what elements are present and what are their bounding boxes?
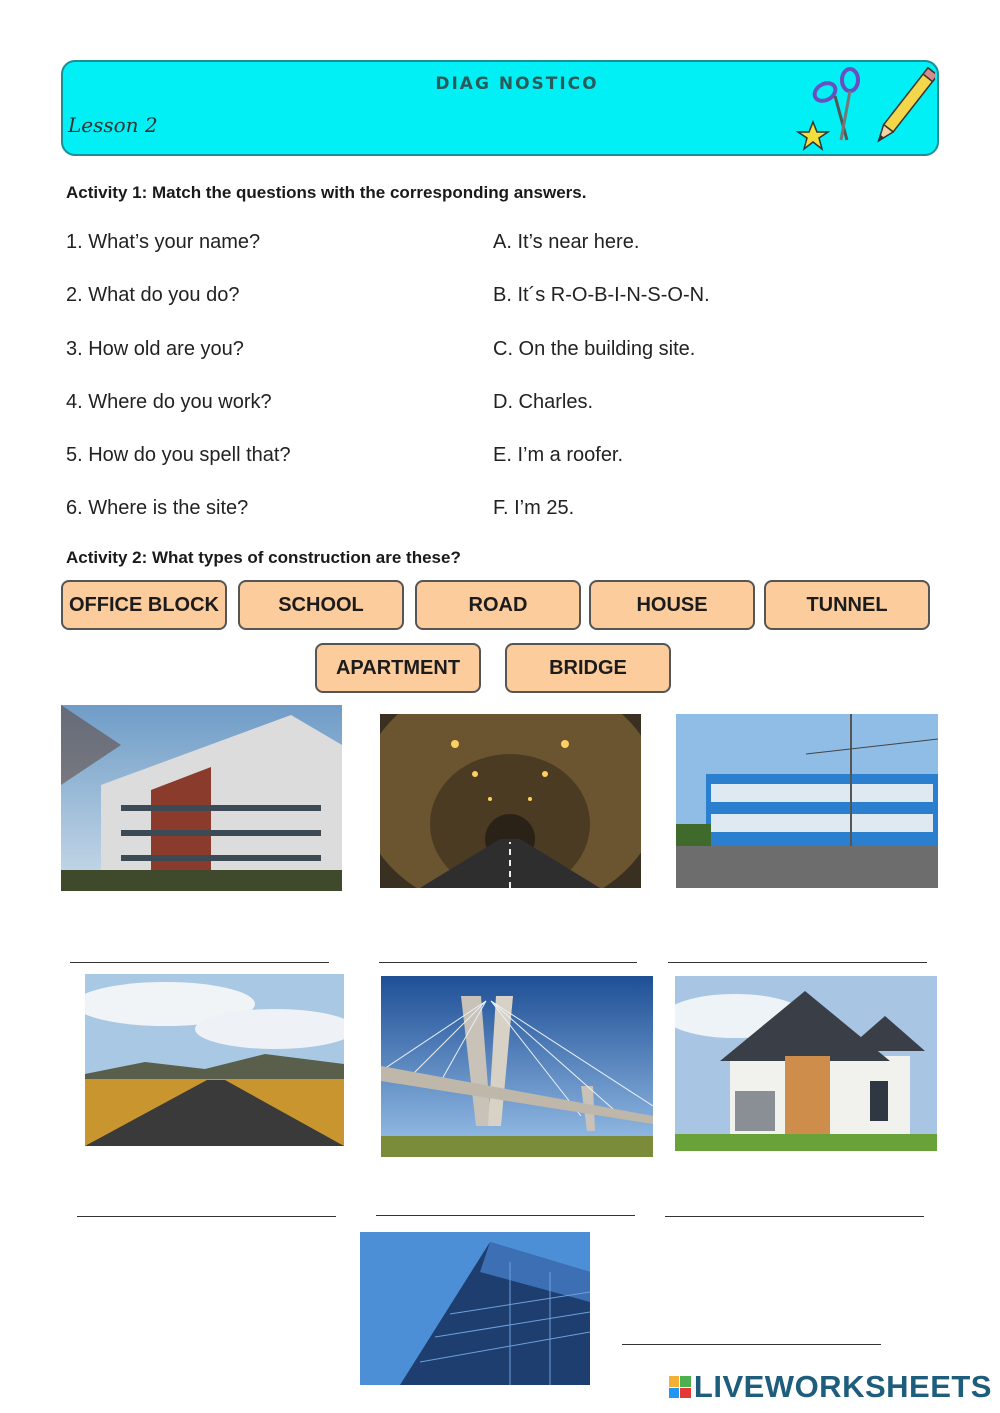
brand-text: LIVEWORKSHEETS [693,1369,992,1404]
question-1: 1. What’s your name? [66,231,261,253]
word-tunnel[interactable]: TUNNEL [764,580,930,630]
answer-d: D. Charles. [493,391,594,413]
tunnel-photo [380,714,641,888]
scissors-pencil-icon [795,62,935,152]
answer-b: B. It´s R-O-B-I-N-S-O-N. [493,284,710,306]
answer-line-7[interactable] [622,1344,881,1345]
word-apartment[interactable]: APARTMENT [315,643,481,693]
answer-line-4[interactable] [77,1216,336,1217]
question-4: 4. Where do you work? [66,391,272,413]
answer-e: E. I’m a roofer. [493,444,624,466]
liveworksheets-logo-icon [669,1376,691,1398]
answer-f: F. I’m 25. [493,497,575,519]
house-photo [675,976,937,1151]
office-block-photo [360,1232,590,1385]
answer-a: A. It’s near here. [493,231,640,253]
answer-line-1[interactable] [70,962,329,963]
apartment-photo [61,705,342,891]
question-6: 6. Where is the site? [66,497,249,519]
worksheet-title: DIAG NOSTICO [435,74,599,94]
lesson-label: Lesson 2 [68,113,158,137]
road-photo [85,974,344,1146]
word-road[interactable]: ROAD [415,580,581,630]
answer-line-5[interactable] [376,1215,635,1216]
answer-line-6[interactable] [665,1216,924,1217]
question-3: 3. How old are you? [66,338,244,360]
word-bridge[interactable]: BRIDGE [505,643,671,693]
question-2: 2. What do you do? [66,284,240,306]
answer-line-2[interactable] [379,962,637,963]
activity1-title: Activity 1: Match the questions with the corresponding answers. [66,183,587,202]
question-5: 5. How do you spell that? [66,444,291,466]
bridge-photo [381,976,653,1157]
word-house[interactable]: HOUSE [589,580,755,630]
liveworksheets-brand [669,1369,992,1405]
word-office-block[interactable]: OFFICE BLOCK [61,580,227,630]
answer-line-3[interactable] [668,962,927,963]
word-school[interactable]: SCHOOL [238,580,404,630]
answer-c: C. On the building site. [493,338,696,360]
school-photo [676,714,938,888]
activity2-title: Activity 2: What types of construction are these? [66,548,461,567]
